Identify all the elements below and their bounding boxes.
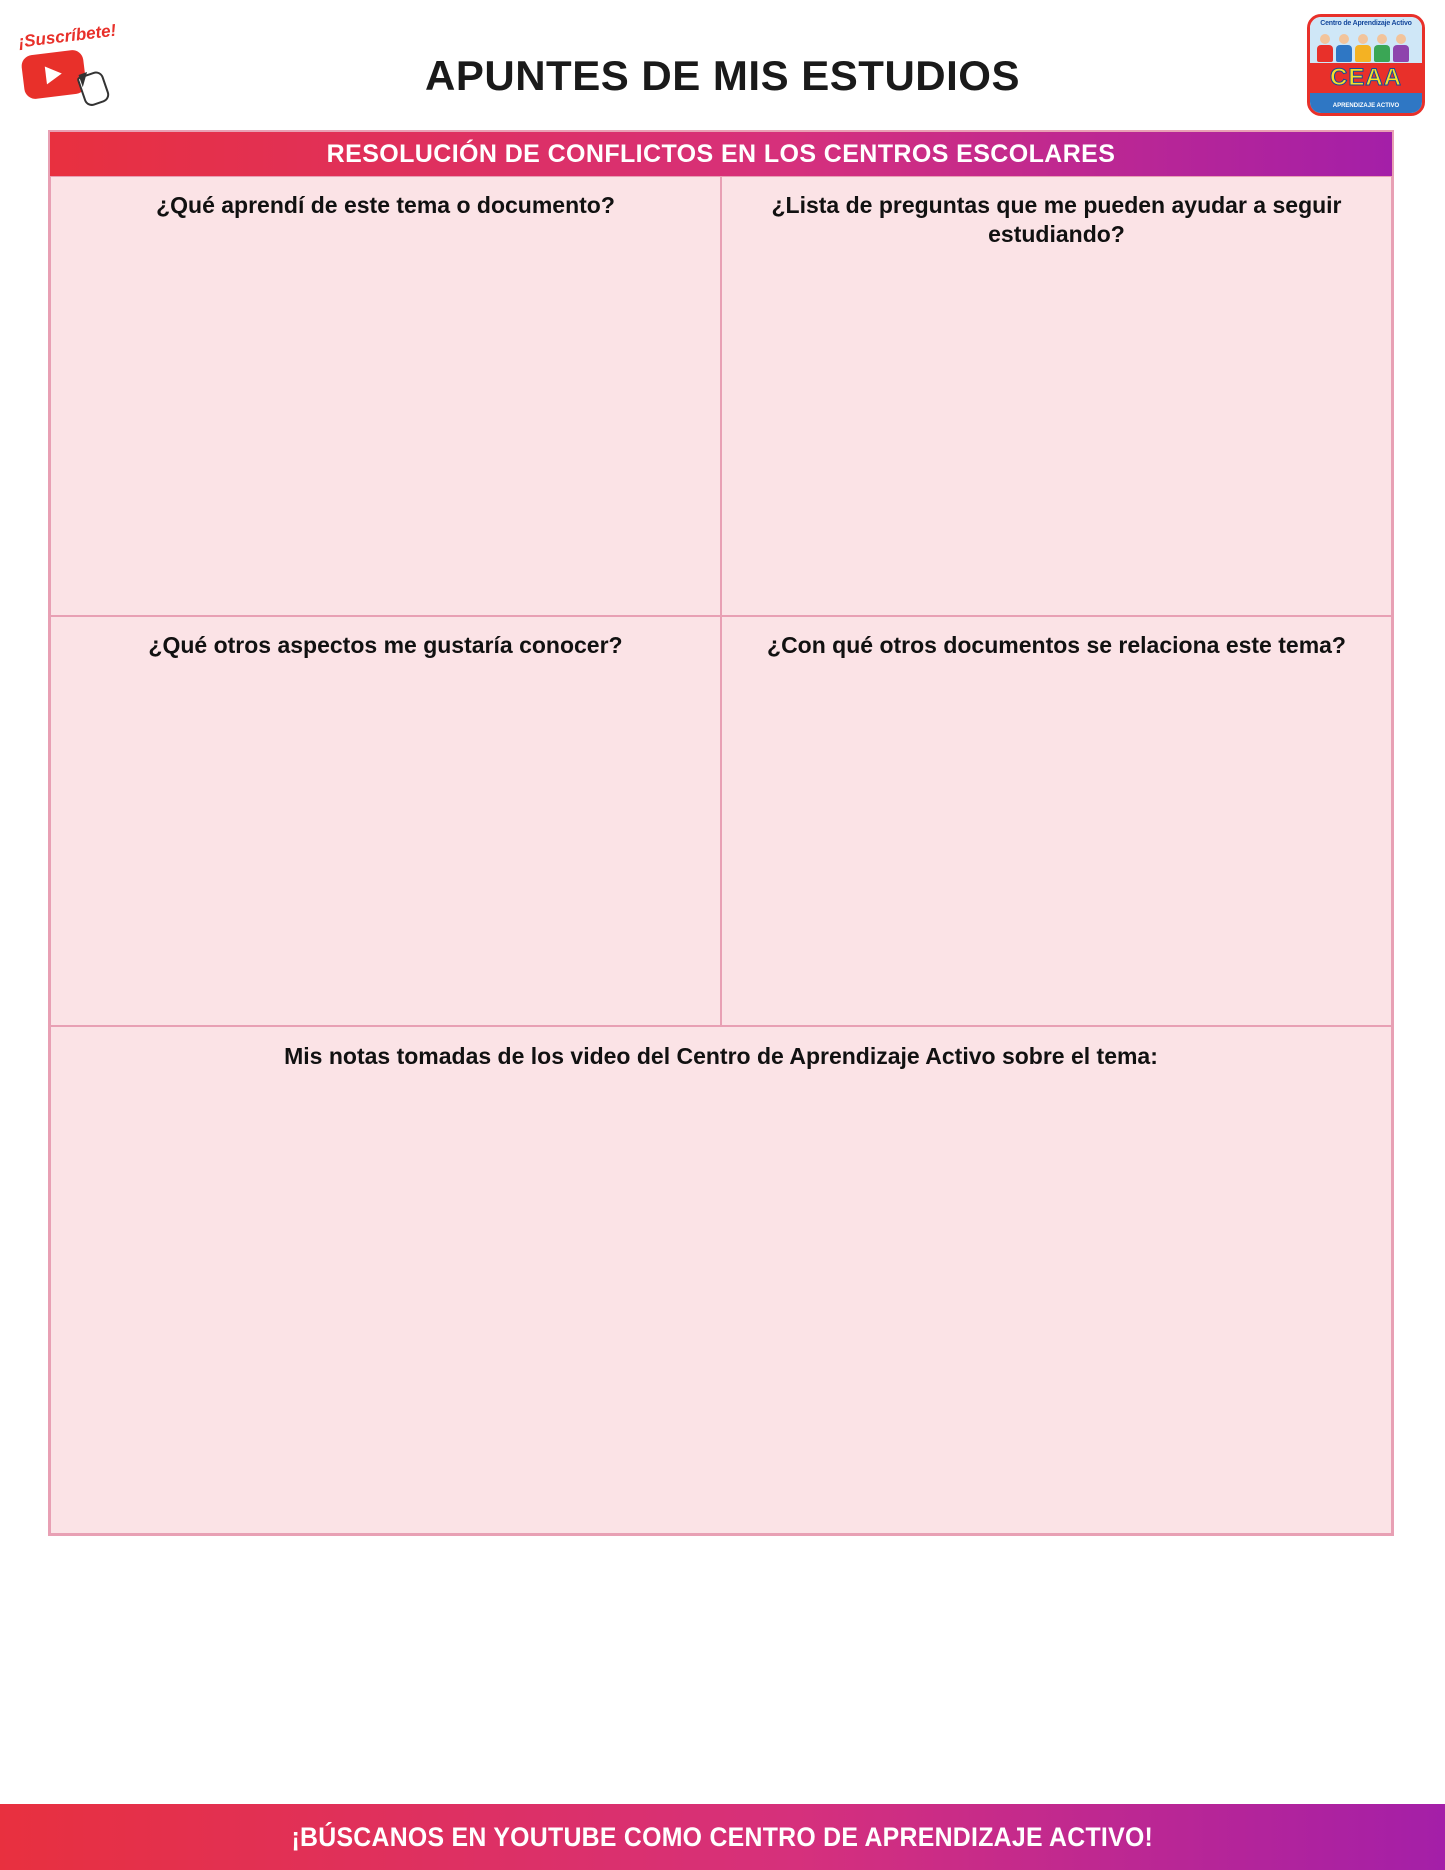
logo-figures-icon (1317, 34, 1409, 62)
sheet-row-2 (50, 616, 1392, 1026)
page-footer (0, 1804, 1445, 1870)
logo-figure (1317, 34, 1333, 62)
logo-figure (1355, 34, 1371, 62)
logo-figure (1393, 34, 1409, 62)
page-title: APUNTES DE MIS ESTUDIOS (425, 52, 1020, 99)
cell-related-documents[interactable] (721, 616, 1392, 1026)
logo-acronym-band (1310, 63, 1422, 93)
notes-prompt: Mis notas tomadas de los video del Centro de Aprendizaje Activo sobre el tema: (284, 1043, 1158, 1069)
cell-my-notes[interactable] (50, 1026, 1392, 1534)
cell-prompt: ¿Con qué otros documentos se relaciona este tema? (767, 632, 1346, 658)
subscribe-label: ¡Suscríbete! (17, 20, 118, 52)
logo-figure (1336, 34, 1352, 62)
logo-figure (1374, 34, 1390, 62)
sheet-banner (50, 132, 1392, 176)
ceaa-logo (1307, 14, 1425, 116)
logo-bottom-text: APRENDIZAJE ACTIVO (1332, 103, 1400, 109)
cell-prompt: ¿Qué otros aspectos me gustaría conocer? (148, 632, 623, 658)
sheet-topic-title: RESOLUCIÓN DE CONFLICTOS EN LOS CENTROS ESCOLARES (326, 139, 1116, 168)
page-header (0, 0, 1445, 122)
cell-questions-to-keep-studying[interactable] (721, 176, 1392, 616)
cell-what-i-learned[interactable] (50, 176, 721, 616)
notes-sheet (48, 130, 1394, 1536)
logo-top-text: Centro de Aprendizaje Activo (1320, 20, 1412, 27)
cell-prompt: ¿Lista de preguntas que me pueden ayudar a seguir estudiando? (771, 192, 1342, 247)
sheet-row-1 (50, 176, 1392, 616)
cell-prompt: ¿Qué aprendí de este tema o documento? (156, 192, 615, 218)
logo-acronym: CEAA (1329, 64, 1402, 91)
cell-other-aspects[interactable] (50, 616, 721, 1026)
footer-text: ¡BÚSCANOS EN YOUTUBE COMO CENTRO DE APRENDIZAJE ACTIVO! (291, 1821, 1154, 1852)
